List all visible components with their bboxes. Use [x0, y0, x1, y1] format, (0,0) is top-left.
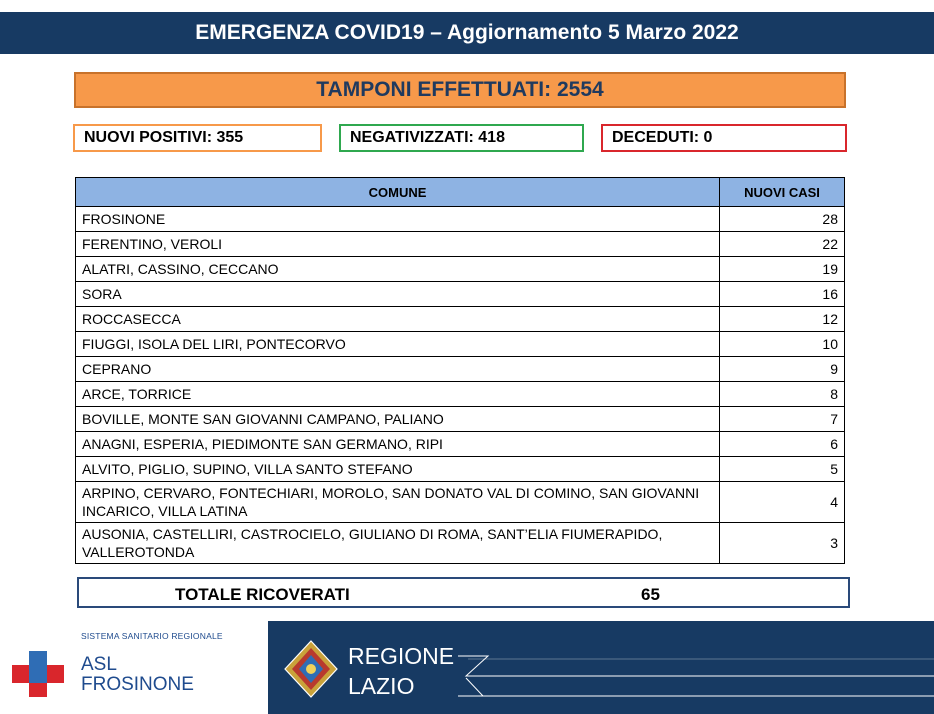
table-row — [76, 357, 845, 382]
cell-casi: 12 — [720, 307, 845, 332]
cell-comune: ALATRI, CASSINO, CECCANO — [76, 257, 720, 282]
table-row — [76, 257, 845, 282]
cell-casi: 9 — [720, 357, 845, 382]
column-header-nuovi-casi: NUOVI CASI — [720, 178, 845, 207]
tamponi-banner: TAMPONI EFFETTUATI: 2554 — [74, 72, 846, 108]
cell-casi: 16 — [720, 282, 845, 307]
cell-casi: 28 — [720, 207, 845, 232]
cell-casi: 22 — [720, 232, 845, 257]
cell-casi: 4 — [720, 482, 845, 523]
comuni-table — [75, 177, 845, 564]
table-row — [76, 432, 845, 457]
cell-comune: CEPRANO — [76, 357, 720, 382]
asl-logo-text — [81, 655, 194, 695]
totale-ricoverati-value: 65 — [641, 585, 660, 604]
cell-comune: ANAGNI, ESPERIA, PIEDIMONTE SAN GERMANO, RIPI — [76, 432, 720, 457]
column-header-comune: COMUNE — [76, 178, 720, 207]
table-row — [76, 382, 845, 407]
cell-casi: 5 — [720, 457, 845, 482]
table-row — [76, 282, 845, 307]
totale-ricoverati-label: TOTALE RICOVERATI — [175, 585, 350, 604]
cell-comune: BOVILLE, MONTE SAN GIOVANNI CAMPANO, PALIANO — [76, 407, 720, 432]
table-header-row — [76, 178, 845, 207]
cell-comune: AUSONIA, CASTELLIRI, CASTROCIELO, GIULIANO DI ROMA, SANT’ELIA FIUMERAPIDO, VALLEROTONDA — [76, 523, 720, 564]
table-row — [76, 407, 845, 432]
asl-cross-icon — [12, 651, 64, 697]
totale-ricoverati-box — [77, 577, 850, 608]
cell-casi: 8 — [720, 382, 845, 407]
cell-comune: ARPINO, CERVARO, FONTECHIARI, MOROLO, SAN DONATO VAL DI COMINO, SAN GIOVANNI INCARICO, VILLA LATINA — [76, 482, 720, 523]
cell-comune: FIUGGI, ISOLA DEL LIRI, PONTECORVO — [76, 332, 720, 357]
cell-comune: SORA — [76, 282, 720, 307]
regione-lazio-banner — [268, 621, 934, 714]
asl-caption: SISTEMA SANITARIO REGIONALE — [81, 631, 223, 641]
deceduti-box: DECEDUTI: 0 — [601, 124, 847, 152]
asl-line1: ASL — [81, 654, 117, 675]
table-row — [76, 232, 845, 257]
page-title: EMERGENZA COVID19 – Aggiornamento 5 Marzo 2022 — [0, 12, 934, 54]
cell-comune: FERENTINO, VEROLI — [76, 232, 720, 257]
cell-comune: ROCCASECCA — [76, 307, 720, 332]
table-row — [76, 207, 845, 232]
cell-comune: ARCE, TORRICE — [76, 382, 720, 407]
regione-line2: LAZIO — [348, 673, 415, 699]
cell-casi: 10 — [720, 332, 845, 357]
asl-line2: FROSINONE — [81, 674, 194, 695]
table-row — [76, 332, 845, 357]
table-row — [76, 482, 845, 523]
regione-line1: REGIONE — [348, 643, 455, 669]
cell-casi: 3 — [720, 523, 845, 564]
regione-logo-text — [348, 641, 454, 701]
table-row — [76, 457, 845, 482]
cell-comune: FROSINONE — [76, 207, 720, 232]
cell-comune: ALVITO, PIGLIO, SUPINO, VILLA SANTO STEFANO — [76, 457, 720, 482]
table-row — [76, 523, 845, 564]
table-row — [76, 307, 845, 332]
cell-casi: 6 — [720, 432, 845, 457]
negativizzati-box: NEGATIVIZZATI: 418 — [339, 124, 584, 152]
nuovi-positivi-box: NUOVI POSITIVI: 355 — [73, 124, 322, 152]
cell-casi: 19 — [720, 257, 845, 282]
regione-emblem-icon — [282, 639, 340, 699]
cell-casi: 7 — [720, 407, 845, 432]
